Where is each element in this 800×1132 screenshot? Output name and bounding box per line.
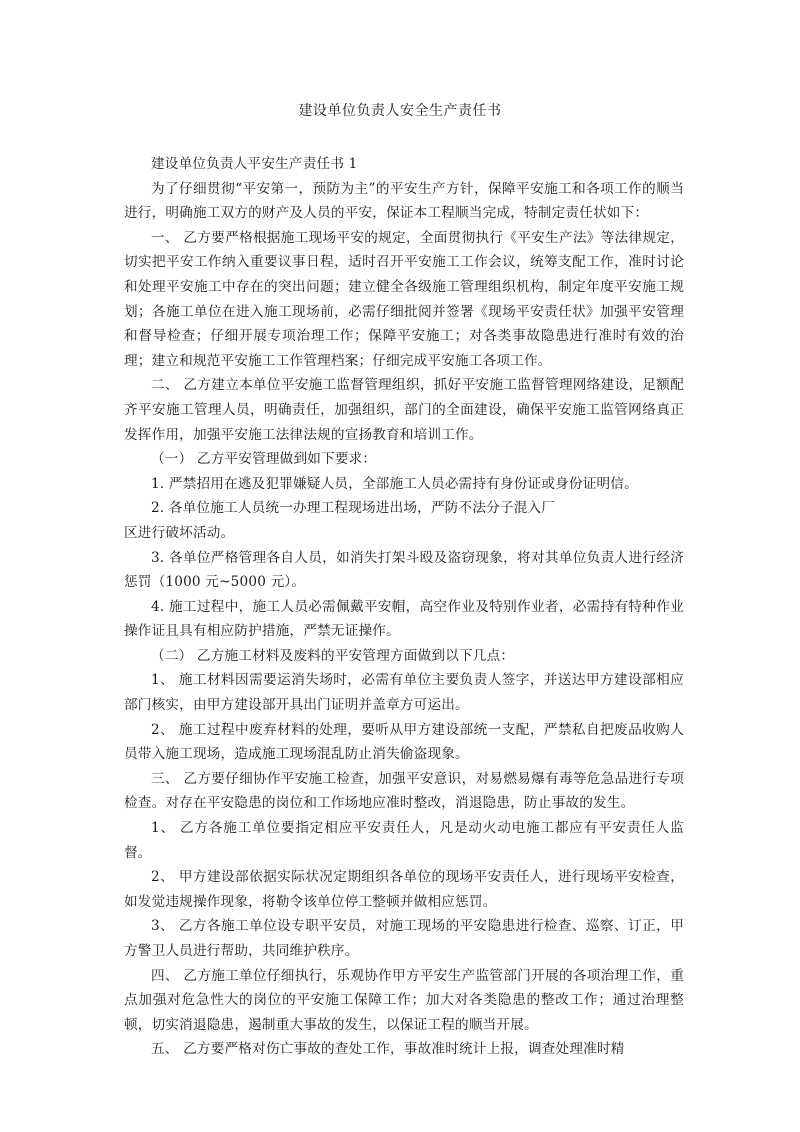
paragraph: 1. 严禁招用在逃及犯罪嫌疑人员，全部施工人员必需持有身份证或身份证明信。 <box>151 475 638 492</box>
paragraph: 2、 施工过程中废弃材料的处理，要听从甲方建设部统一支配，严禁私自把废品收购人员带入施工现场，造成施工现场混乱防止消失偷盗现象。 <box>124 721 684 763</box>
paragraph: 2. 各单位施工人员统一办理工程现场进出场，严防不法分子混入厂 <box>151 500 556 517</box>
paragraph: （二） 乙方施工材料及废料的平安管理方面做到以下几点： <box>151 647 515 664</box>
paragraph: 五、 乙方要严格对伤亡事故的查处工作，事故准时统计上报，调查处理准时精 <box>151 1041 625 1058</box>
paragraph: 3. 各单位严格管理各自人员，如消失打架斗殴及盗窃现象，将对其单位负责人进行经济惩罚（1000 元~5000 元）。 <box>124 549 684 591</box>
paragraph: 1、 施工材料因需要运消失场时，必需有单位主要负责人签字，并送达甲方建设部相应部门核实，由甲方建设部开具出门证明并盖章方可运出。 <box>124 672 684 714</box>
paragraph: 二、 乙方建立本单位平安施工监督管理组织，抓好平安施工监督管理网络建设，足额配齐平安施工管理人员，明确责任，加强组织，部门的全面建设，确保平安施工监管网络真正发挥作用，加强平安施工法律法规的宣扬教育和培训工作。 <box>124 377 684 443</box>
paragraph: 建设单位负责人平安生产责任书 1 <box>151 156 358 172</box>
paragraph: 4. 施工过程中，施工人员必需佩戴平安帽，高空作业及特别作业者，必需持有特种作业操作证且具有相应防护措施，严禁无证操作。 <box>124 598 684 640</box>
paragraph: （一） 乙方平安管理做到如下要求： <box>151 451 377 468</box>
paragraph: 2、 甲方建设部依据实际状况定期组织各单位的现场平安责任人，进行现场平安检查，如发觉违规操作现象，将勒令该单位停工整顿并做相应惩罚。 <box>124 869 684 910</box>
document-body <box>124 152 684 1062</box>
paragraph: 为了仔细贯彻“平安第一，预防为主”的平安生产方针，保障平安施工和各项工作的顺当进行，明确施工双方的财产及人员的平安，保证本工程顺当完成，特制定责任状如下： <box>124 180 684 222</box>
paragraph: 区进行破坏活动。 <box>124 524 235 541</box>
paragraph: 1、 乙方各施工单位要指定相应平安责任人，凡是动火动电施工都应有平安责任人监督。 <box>124 820 684 861</box>
paragraph: 四、 乙方施工单位仔细执行，乐观协作甲方平安生产监管部门开展的各项治理工作，重点加强对危急性大的岗位的平安施工保障工作；加大对各类隐患的整改工作；通过治理整顿，切实消退隐患，遏制重大事故的发生，以保证工程的顺当开展。 <box>124 967 684 1033</box>
paragraph: 三、 乙方要仔细协作平安施工检查，加强平安意识，对易燃易爆有毒等危急品进行专项检查。对存在平安隐患的岗位和工作场地应准时整改，消退隐患，防止事故的发生。 <box>124 770 684 812</box>
document-title: 建设单位负责人安全生产责任书 <box>298 103 502 119</box>
paragraph: 一、 乙方要严格根据施工现场平安的规定，全面贯彻执行《平安生产法》等法律规定，切实把平安工作纳入重要议事日程，适时召开平安施工工作会议，统筹支配工作，准时讨论和处理平安施工中存在的突出问题；建立健全各级施工管理组织机构，制定年度平安施工规划；各施工单位在进入施工现场前，必需仔细批阅并签署《现场平安责任状》加强平安管理和督导检查；仔细开展专项治理工作；保障平安施工；对各类事故隐患进行准时有效的治理；建立和规范平安施工工作管理档案；仔细完成平安施工各项工作。 <box>124 229 684 369</box>
paragraph: 3、 乙方各施工单位设专职平安员，对施工现场的平安隐患进行检查、巡察、订正，甲方警卫人员进行帮助，共同维护秩序。 <box>124 918 684 959</box>
